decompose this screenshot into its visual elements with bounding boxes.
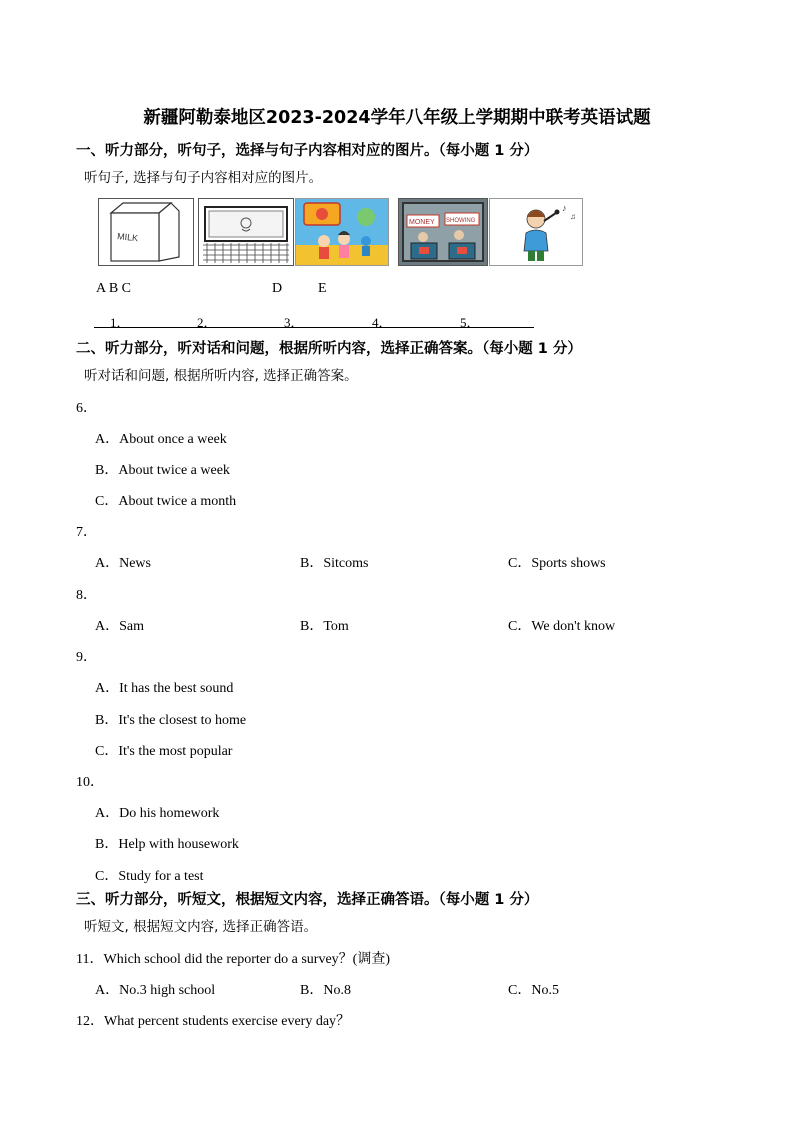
section-2-heading: 二、听力部分，听对话和问题，根据所听内容，选择正确答案。（每小题 1 分）: [76, 341, 582, 357]
q10-option-a: A．Do his homework: [95, 806, 220, 821]
picture-e-singing-boy: [489, 198, 583, 266]
blank-1: 1．: [110, 315, 130, 330]
question-11: 11．Which school did the reporter do a survey？(调查): [76, 952, 391, 967]
q9-option-a: A．It has the best sound: [95, 681, 234, 696]
question-12: 12．What percent students exercise every day？: [76, 1014, 351, 1029]
q6-option-a: A．About once a week: [95, 432, 227, 447]
page-title: 新疆阿勒泰地区2023-2024学年八年级上学期期中联考英语试题: [143, 108, 651, 128]
picture-labels-abc: A B C: [96, 281, 132, 296]
q6-option-c: C．About twice a month: [95, 494, 237, 509]
q10-option-b: B．Help with housework: [95, 837, 239, 852]
q7-option-a: A．News: [95, 556, 151, 571]
gameshow-sign-2: SHOWING: [446, 218, 476, 224]
milk-label: MILK: [116, 231, 139, 244]
picture-b-cinema: [198, 198, 294, 266]
question-7-number: 7．: [76, 525, 97, 540]
section-3-instruction: 听短文, 根据短文内容, 选择正确答语。: [84, 919, 318, 935]
blank-2: 2．: [197, 315, 217, 330]
question-10-number: 10．: [76, 775, 104, 790]
section-3-heading: 三、听力部分，听短文，根据短文内容，选择正确答语。（每小题 1 分）: [76, 892, 539, 908]
q8-option-c: C．We don't know: [508, 619, 616, 634]
question-9-number: 9．: [76, 650, 97, 665]
q9-option-c: C．It's the most popular: [95, 744, 233, 759]
picture-c-cartoon: [295, 198, 389, 266]
svg-text:♫: ♫: [570, 212, 576, 221]
q10-option-c: C．Study for a test: [95, 869, 204, 884]
blank-3: 3．: [284, 315, 304, 330]
section-2-instruction: 听对话和问题, 根据所听内容, 选择正确答案。: [84, 368, 358, 384]
section-1-heading: 一、听力部分，听句子，选择与句子内容相对应的图片。（每小题 1 分）: [76, 143, 539, 159]
q6-option-b: B．About twice a week: [95, 463, 230, 478]
question-6-number: 6．: [76, 401, 97, 416]
q7-option-b: B．Sitcoms: [300, 556, 369, 571]
q8-option-a: A．Sam: [95, 619, 144, 634]
question-8-number: 8．: [76, 588, 97, 603]
q11-option-a: A．No.3 high school: [95, 983, 216, 998]
q7-option-c: C．Sports shows: [508, 556, 606, 571]
picture-d-gameshow: [398, 198, 488, 266]
blank-4: 4．: [372, 315, 392, 330]
svg-text:♪: ♪: [562, 203, 567, 213]
picture-a-milk: [98, 198, 194, 266]
section-1-instruction: 听句子, 选择与句子内容相对应的图片。: [84, 170, 323, 186]
q11-option-c: C．No.5: [508, 983, 559, 998]
q9-option-b: B．It's the closest to home: [95, 713, 247, 728]
q8-option-b: B．Tom: [300, 619, 349, 634]
picture-label-d: D: [272, 281, 283, 296]
gameshow-sign-1: MONEY: [409, 219, 435, 226]
q11-option-b: B．No.8: [300, 983, 351, 998]
picture-label-e: E: [318, 281, 327, 296]
blank-5: 5．: [460, 315, 480, 330]
